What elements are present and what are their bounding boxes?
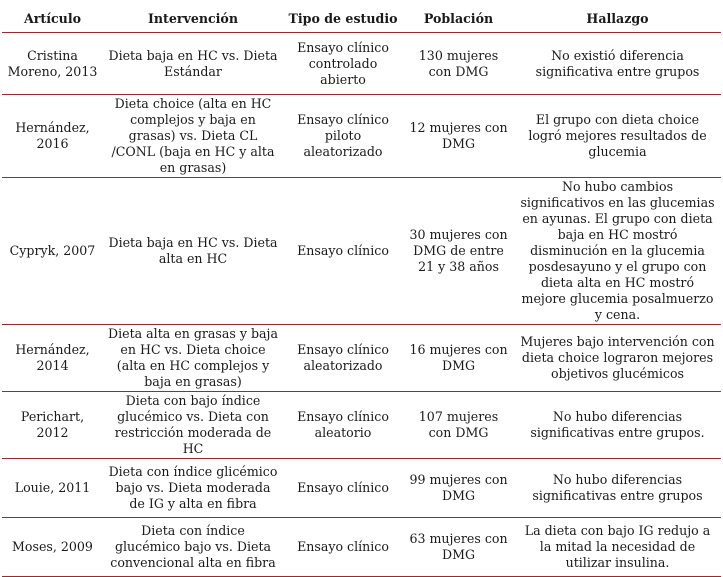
cell-intervencion: Dieta choice (alta en HC complejos y baja en grasas) vs. Dieta CL /CONL (baja en HC y alta en grasas) (103, 95, 283, 178)
cell-poblacion: 12 mujeres con DMG (403, 95, 514, 178)
cell-intervencion: Dieta alta en grasas y baja en HC vs. Dieta choice (alta en HC complejos y baja en grasas) (103, 325, 283, 392)
table-row (2, 459, 721, 518)
cell-tipo-estudio: Ensayo clínico piloto aleatorizado (283, 95, 403, 178)
cell-poblacion: 99 mujeres con DMG (403, 459, 514, 518)
cell-poblacion: 63 mujeres con DMG (403, 518, 514, 577)
header-row (2, 6, 721, 33)
cell-poblacion: 107 mujeres con DMG (403, 392, 514, 459)
cell-tipo-estudio: Ensayo clínico (283, 459, 403, 518)
cell-hallazgo: No existió diferencia significativa entre grupos (514, 33, 721, 95)
cell-articulo: Louie, 2011 (2, 459, 103, 518)
cell-tipo-estudio: Ensayo clínico (283, 518, 403, 577)
table-row (2, 325, 721, 392)
cell-intervencion: Dieta con índice glucémico bajo vs. Dieta convencional alta en fibra (103, 518, 283, 577)
cell-articulo: Moses, 2009 (2, 518, 103, 577)
cell-hallazgo: No hubo diferencias significativas entre grupos (514, 459, 721, 518)
header-hallazgo: Hallazgo (514, 6, 721, 33)
cell-poblacion: 30 mujeres con DMG de entre 21 y 38 años (403, 178, 514, 325)
table-row (2, 178, 721, 325)
table-row (2, 392, 721, 459)
header-tipo-estudio: Tipo de estudio (283, 6, 403, 33)
cell-hallazgo: No hubo diferencias significativas entre grupos. (514, 392, 721, 459)
cell-hallazgo: La dieta con bajo IG redujo a la mitad la necesidad de utilizar insulina. (514, 518, 721, 577)
cell-articulo: Cypryk, 2007 (2, 178, 103, 325)
cell-hallazgo: Mujeres bajo intervención con dieta choice lograron mejores objetivos glucémicos (514, 325, 721, 392)
cell-tipo-estudio: Ensayo clínico controlado abierto (283, 33, 403, 95)
cell-intervencion: Dieta con índice glicémico bajo vs. Dieta moderada de IG y alta en fibra (103, 459, 283, 518)
cell-hallazgo: El grupo con dieta choice logró mejores resultados de glucemia (514, 95, 721, 178)
header-poblacion: Población (403, 6, 514, 33)
cell-articulo: Hernández, 2014 (2, 325, 103, 392)
cell-tipo-estudio: Ensayo clínico (283, 178, 403, 325)
cell-poblacion: 130 mujeres con DMG (403, 33, 514, 95)
cell-articulo: Cristina Moreno, 2013 (2, 33, 103, 95)
header-intervencion: Intervención (103, 6, 283, 33)
header-articulo: Artículo (2, 6, 103, 33)
studies-table (2, 6, 721, 577)
table-row (2, 33, 721, 95)
cell-poblacion: 16 mujeres con DMG (403, 325, 514, 392)
cell-tipo-estudio: Ensayo clínico aleatorizado (283, 325, 403, 392)
cell-articulo: Perichart, 2012 (2, 392, 103, 459)
cell-articulo: Hernández, 2016 (2, 95, 103, 178)
cell-intervencion: Dieta baja en HC vs. Dieta alta en HC (103, 178, 283, 325)
cell-intervencion: Dieta con bajo índice glucémico vs. Dieta con restricción moderada de HC (103, 392, 283, 459)
table-row (2, 95, 721, 178)
cell-intervencion: Dieta baja en HC vs. Dieta Estándar (103, 33, 283, 95)
table-row (2, 518, 721, 577)
cell-hallazgo: No hubo cambios significativos en las glucemias en ayunas. El grupo con dieta baja en HC mostró disminución en la glucemia posdesayuno y el grupo con dieta alta en HC mostró mejore glucemia posalmuerzo y cena. (514, 178, 721, 325)
cell-tipo-estudio: Ensayo clínico aleatorio (283, 392, 403, 459)
